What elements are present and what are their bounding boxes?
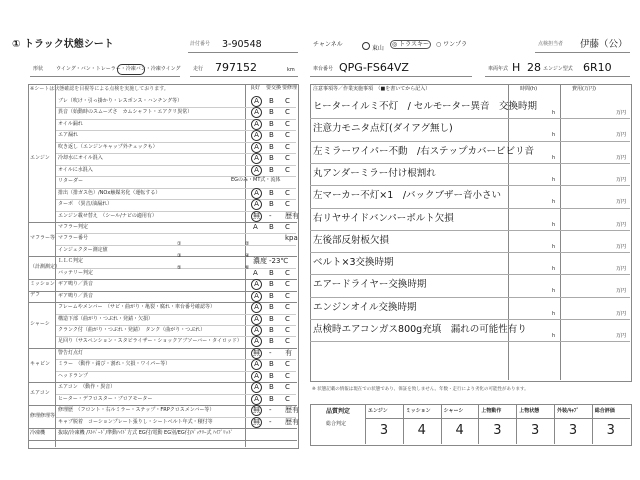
chassis-value: QPG-FS64VZ xyxy=(339,61,409,74)
remark-hours-unit: h xyxy=(552,310,556,317)
check-row xyxy=(56,188,296,199)
checker-label: 点検担当者 xyxy=(538,41,564,47)
check-row xyxy=(56,394,296,405)
check-grade-b: B xyxy=(269,291,274,300)
check-grade-b: B xyxy=(269,142,274,151)
check-grade-c: C xyxy=(285,200,290,209)
check-row xyxy=(56,165,296,176)
score-sub: 総合判定 xyxy=(326,421,347,427)
check-row xyxy=(56,359,296,370)
check-grade-c: C xyxy=(285,394,290,403)
check-grade-b: B xyxy=(269,326,274,334)
check-grade-c: C xyxy=(285,165,290,174)
check-table-note: ※シートは状態確認を目視等による点検を実施しております。 xyxy=(30,86,169,92)
remark-item: 左後部反射板欠損 xyxy=(313,234,390,246)
remark-item: 点検時エアコンガス800g充填 漏れの可能性有り xyxy=(313,324,527,335)
check-row xyxy=(56,348,296,359)
check-row xyxy=(56,302,296,313)
check-grade-c: C xyxy=(285,222,290,231)
check-row-label: 修理歴 （フロント・右ルミラー・ステップ・FRPクロスメンバー等） xyxy=(58,407,215,414)
check-grade-c: 歴有 xyxy=(285,417,299,426)
checker-name: 伊藤（公） xyxy=(580,39,628,50)
check-grade-b: -23℃ xyxy=(269,257,289,266)
odometer-label: 走行 xyxy=(193,66,204,72)
check-grade-b: B xyxy=(269,383,274,392)
check-grade-c: C xyxy=(285,131,290,140)
chassis-label: 車台番号 xyxy=(313,66,334,72)
check-row xyxy=(56,211,299,222)
remark-cost-unit: 万円 xyxy=(616,176,627,183)
time-header: 時間(h) xyxy=(520,86,538,92)
remark-item: 丸アンダーミラー付け根割れ xyxy=(313,167,436,179)
score-col-4: 上物状態 xyxy=(519,408,540,414)
score-value-1: 4 xyxy=(417,423,426,438)
check-grade-b: B xyxy=(269,337,274,346)
check-row xyxy=(56,130,296,141)
check-grade-a: A xyxy=(251,359,262,370)
check-row xyxy=(56,245,296,256)
check-row-label: エア漏れ xyxy=(58,132,79,139)
check-grade-b: B xyxy=(269,222,274,231)
check-row-label: 構造下部（曲がり・つぶれ・発錆・欠損） xyxy=(58,315,154,322)
section-name: シャーシ xyxy=(30,321,50,327)
injector-5: ⑤ xyxy=(177,265,182,271)
check-grade-b: B xyxy=(269,154,274,163)
score-col-0: エンジン xyxy=(368,408,388,414)
check-grade-b: - xyxy=(269,417,272,426)
check-row-label: 排出（排ガス色）/NOx触媒劣化（運転する） xyxy=(58,189,161,196)
col-header-replace: 要交換 xyxy=(266,85,282,91)
check-grade-b: - xyxy=(269,406,272,415)
check-row-label: 警告灯点灯 xyxy=(58,349,84,356)
check-row-label: 冷却水にオイル混入 xyxy=(58,155,103,162)
check-grade-b: B xyxy=(269,360,274,369)
check-grade-c: C xyxy=(285,142,290,151)
remark-cost-unit: 万円 xyxy=(616,221,627,228)
receipt-label: 計付番号 xyxy=(190,41,211,47)
check-grade-b: B xyxy=(269,268,274,277)
check-row-label: ミラー （動作・錆び・割れ・欠損・ワイパー等） xyxy=(58,361,171,368)
check-grade-a: A xyxy=(251,371,262,382)
check-row xyxy=(56,96,296,107)
remarks-header: 注意事項等／作業実施事項 （■を書いてから記入） xyxy=(313,86,431,92)
check-grade-b: B xyxy=(269,108,274,117)
check-row xyxy=(56,336,296,347)
injector-1: ① xyxy=(177,241,182,247)
remark-hours-unit: h xyxy=(552,132,556,139)
check-grade-a: A xyxy=(251,314,262,325)
remark-item: 注意力モニタ点灯(ダイアグ無し) xyxy=(313,123,453,135)
check-grade-a: A xyxy=(251,119,262,130)
check-row-label: バッテリー判定 xyxy=(58,269,94,276)
channel-option-1: 東山 xyxy=(362,42,384,52)
section-name: （計測測定） xyxy=(30,263,61,270)
check-row-label: キャブ脱着 コーションプレート張りし・シートベルト年式・積付等 xyxy=(58,418,213,425)
check-grade-c: C xyxy=(285,108,290,117)
check-grade-a: A xyxy=(253,268,258,277)
check-row xyxy=(56,199,296,210)
check-grade-c: C xyxy=(285,371,290,380)
year-label: 車両年式 xyxy=(488,66,509,72)
shape-value: ウイング・バン・トレーラー・冷凍バン・冷凍ウイング xyxy=(56,66,181,72)
check-row xyxy=(56,142,296,153)
check-row xyxy=(56,233,296,244)
check-grade-a: A xyxy=(251,107,262,118)
section-name: エンジン xyxy=(30,154,50,161)
score-value-0: 3 xyxy=(379,423,389,438)
engine-label: エンジン型式 xyxy=(543,66,573,72)
check-row xyxy=(56,279,296,290)
check-grade-c: C xyxy=(285,154,290,163)
score-value-5: 3 xyxy=(568,423,578,438)
remark-cost-unit: 万円 xyxy=(616,310,627,317)
check-grade-b: B xyxy=(269,165,274,174)
check-row xyxy=(56,428,296,439)
check-grade-b: B xyxy=(269,303,274,312)
remark-cost-unit: 万円 xyxy=(616,333,627,339)
check-row-label: 足回り（サスペンション・スタビライザー・ショックアブソーバー・タイロッド） xyxy=(58,338,242,345)
check-grade-b: B xyxy=(269,119,274,128)
check-grade-b: B xyxy=(269,97,274,105)
score-value-2: 4 xyxy=(455,423,464,438)
score-col-6: 総合評価 xyxy=(594,408,615,414)
injector-3: ③ xyxy=(177,253,182,259)
odometer-value: 797152 xyxy=(215,61,257,74)
remark-hours-unit: h xyxy=(552,333,556,339)
check-grade-b: B xyxy=(269,188,274,197)
check-grade-a: A xyxy=(251,279,262,290)
check-grade-c: C xyxy=(285,291,290,300)
remark-cost-unit: 万円 xyxy=(616,154,627,161)
check-row-label: エンジン載せ替え （シール/ナビの適用有） xyxy=(58,212,157,219)
score-value-6: 3 xyxy=(606,423,615,438)
check-grade-c: C xyxy=(285,268,290,277)
check-grade-a: A xyxy=(251,188,262,199)
receipt-number: 3-90548 xyxy=(222,39,262,50)
check-grade-a: EGのみ・MT式・流体 xyxy=(231,177,281,184)
remark-cost-unit: 万円 xyxy=(616,243,627,250)
check-grade-a: A xyxy=(251,394,262,405)
remark-cost-unit: 万円 xyxy=(616,199,627,206)
shape-selected-circle xyxy=(117,64,145,75)
check-grade-a: 無 xyxy=(253,348,260,357)
check-grade-b: B xyxy=(269,200,274,209)
section-name: マフラー等 xyxy=(30,235,56,242)
remark-hours-unit: h xyxy=(552,243,556,250)
check-grade-a: A xyxy=(251,336,262,347)
injector-4: ④ xyxy=(245,253,250,259)
remark-hours-unit: h xyxy=(552,110,556,116)
score-label: 品質判定 xyxy=(326,408,351,415)
section-name: デフ xyxy=(30,292,41,299)
check-grade-a: 無 xyxy=(253,406,260,415)
check-grade-a: A xyxy=(251,382,262,393)
check-row-label: ギア鳴り／異音 xyxy=(58,281,94,288)
score-col-2: シャーシ xyxy=(443,408,464,414)
check-row-label: 異音（始動時のスムーズさ カムシャフト・エアクリ異常） xyxy=(58,109,193,116)
check-row-label: ヘッドランプ xyxy=(58,372,89,379)
remark-item: ベルト×3交換時期 xyxy=(313,257,394,269)
section-name: キャビン xyxy=(30,361,51,368)
remark-cost-unit: 万円 xyxy=(616,132,627,139)
check-grade-c: C xyxy=(285,314,290,323)
check-row xyxy=(56,291,296,302)
check-row-label: ヒーター・デフロスター・ブロアモーター xyxy=(58,395,153,402)
check-row-label: エアコン （動作・異音） xyxy=(58,384,116,391)
remark-cost-unit: 万円 xyxy=(616,110,627,116)
check-row xyxy=(56,176,296,187)
remark-item: ヒーターイルミ不灯 / セルモーター異音 交換時期 xyxy=(313,101,537,112)
check-row-label: フレームやメンバー （サビ・曲がり・亀裂・腐れ・車台番号確認等） xyxy=(58,304,215,311)
section-name: ミッション xyxy=(30,280,55,287)
check-row xyxy=(56,265,296,279)
check-grade-c: 有 xyxy=(285,348,292,357)
check-grade-a: A xyxy=(251,165,262,176)
check-row xyxy=(56,382,296,393)
check-row-label: オイル漏れ xyxy=(58,120,83,127)
remark-cost-unit: 万円 xyxy=(616,266,627,273)
check-grade-a: A xyxy=(251,199,262,210)
remark-hours-unit: h xyxy=(552,154,556,161)
check-grade-b: - xyxy=(269,348,272,357)
remark-item: 左ミラーワイパー不動 /右ステップカバービビリ音 xyxy=(313,145,534,157)
col-header-good: 良好 xyxy=(250,85,261,91)
channel-option-2: ◎ トラスキー xyxy=(392,41,429,48)
check-grade-a: A xyxy=(251,325,262,336)
check-row-label: ギア鳴り／異音 xyxy=(58,292,94,299)
check-row-label: マフラー判定 xyxy=(58,223,89,230)
check-grade-c: C xyxy=(285,97,290,105)
odometer-unit: km xyxy=(287,67,295,73)
score-col-1: ミッション xyxy=(405,408,431,414)
section-name: エアコン xyxy=(30,389,50,396)
check-grade-c: C xyxy=(285,383,290,392)
check-grade-c: kpa xyxy=(285,234,298,243)
check-row xyxy=(56,417,299,428)
section-name: 冷凍機 xyxy=(30,429,46,436)
check-grade-a: A xyxy=(253,222,258,231)
check-row-label: マフラー番号 xyxy=(58,235,89,242)
remark-item: 右リヤサイドバンパーボルト欠損 xyxy=(313,212,454,224)
check-row xyxy=(56,325,296,336)
check-grade-c: C xyxy=(285,337,290,346)
col-header-repair: 要修理 xyxy=(282,85,298,91)
channel-option-3: ○ ワンプラ xyxy=(436,41,468,48)
channel-label: チャンネル xyxy=(313,41,343,48)
injector-2: ② xyxy=(245,241,250,247)
check-row-label: クランク付（曲がり・つぶれ・発錆） タンク（曲がり・つぶれ） xyxy=(58,327,206,333)
check-grade-a: A xyxy=(251,130,262,141)
check-row-label: ＬＬＣ判定 xyxy=(58,258,84,265)
check-grade-c: C xyxy=(285,303,290,312)
remark-hours-unit: h xyxy=(552,266,556,273)
check-row-label: ターボ （異音/油漏れ） xyxy=(58,201,113,208)
check-grade-b: B xyxy=(269,371,274,380)
check-row xyxy=(56,405,299,416)
year-value: 28 xyxy=(527,61,541,74)
check-row-label: 抜取/冷凍機 /ｽﾄﾊﾞｰﾄﾞ/準動ﾊｲﾄﾞ方式 EG付/電動 EG別/EG付/ﾊﾞｯﾃﾘｰ式 ﾊｲﾌﾞﾘｯﾄﾞ xyxy=(58,430,234,437)
check-grade-a: A xyxy=(251,291,262,302)
shape-label: 形状 xyxy=(33,66,44,72)
check-grade-a: A xyxy=(251,96,262,107)
check-grade-a: 無 xyxy=(253,211,260,220)
check-row xyxy=(56,153,296,164)
remark-item: 左マーカー不灯×1 /バックブザー音小さい xyxy=(313,190,502,202)
check-grade-c: C xyxy=(285,360,290,369)
check-grade-c: C xyxy=(285,326,290,334)
check-grade-b: B xyxy=(269,280,274,289)
check-row xyxy=(56,371,296,382)
remarks-footnote: ※ 状態記載の情報は現在での状態であり、保証を致しません。年数・走行により劣化の可能性があります。 xyxy=(312,387,529,392)
engine-value: 6R10 xyxy=(583,61,612,74)
remark-item: エアードライヤー交換時期 xyxy=(313,279,427,291)
check-grade-a: 濃度 xyxy=(253,257,267,266)
score-col-5: 外装/ｷｬﾌﾞ xyxy=(557,408,579,414)
check-grade-c: 歴有 xyxy=(285,211,299,220)
check-row xyxy=(56,107,296,118)
remark-hours-unit: h xyxy=(552,221,556,228)
check-row-label: オイルに水混入 xyxy=(58,166,93,173)
injector-6: ⑥ xyxy=(245,265,250,271)
check-row xyxy=(56,253,296,267)
check-grade-a: A xyxy=(251,302,262,313)
remark-hours-unit: h xyxy=(552,176,556,183)
check-row-label: 吹き返し（エンジンキャップ外チェックも） xyxy=(58,143,158,150)
remark-hours-unit: h xyxy=(552,199,556,206)
remark-hours-unit: h xyxy=(552,288,556,295)
check-grade-c: C xyxy=(285,280,290,289)
check-grade-a: A xyxy=(251,153,262,164)
check-row-label: インジェクター測定値 xyxy=(58,246,108,253)
score-value-3: 3 xyxy=(493,423,502,438)
check-grade-b: - xyxy=(269,211,272,220)
year-era: H xyxy=(512,61,521,74)
check-row-label: リターダー xyxy=(58,178,84,185)
check-row xyxy=(56,314,296,325)
section-name: 修理修理等 xyxy=(30,412,56,419)
score-value-4: 3 xyxy=(531,423,540,438)
check-grade-b: B xyxy=(269,394,274,403)
sheet-title: ① トラック状態シート xyxy=(12,39,114,50)
check-row xyxy=(56,119,296,130)
check-grade-a: 無 xyxy=(253,417,260,426)
check-grade-c: C xyxy=(285,188,290,197)
remark-item: エンジンオイル交換時期 xyxy=(313,301,417,313)
check-grade-c: 歴有 xyxy=(285,406,299,415)
check-grade-a: A xyxy=(251,142,262,153)
check-grade-c: C xyxy=(285,119,290,128)
check-grade-b: B xyxy=(269,314,274,323)
score-col-3: 上物動作 xyxy=(481,408,502,414)
cost-header: 費用(万円) xyxy=(572,86,596,92)
remark-cost-unit: 万円 xyxy=(616,288,627,295)
check-row-label: ブレ（吹け・引っ掛かり・レスポンス・ハンチング等） xyxy=(58,98,183,104)
check-grade-b: B xyxy=(269,131,274,140)
check-row xyxy=(56,222,296,233)
